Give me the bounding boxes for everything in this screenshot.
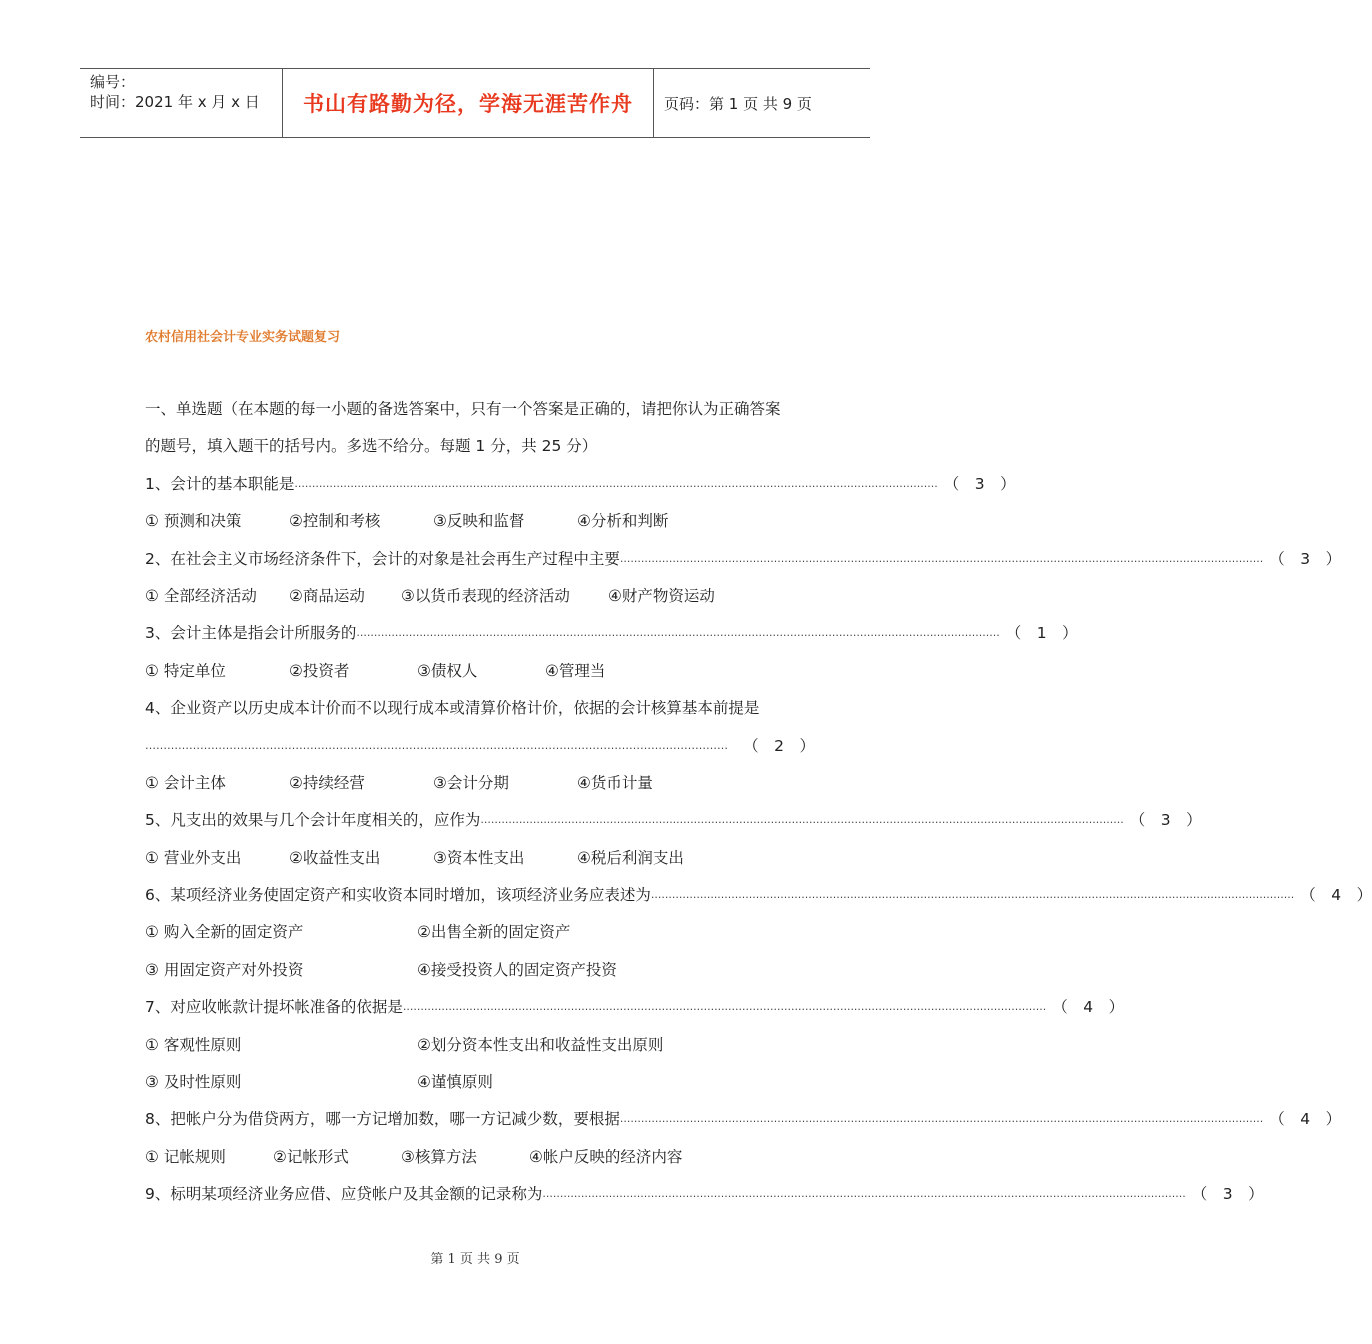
option: ③ 用固定资产对外投资 xyxy=(145,960,304,979)
leader-dots: …………………………………………………………………………………………………………………………………………… xyxy=(145,738,728,752)
option: ③债权人 xyxy=(417,661,478,680)
section-intro-line-1: 一、单选题（在本题的每一小题的备选答案中，只有一个答案是正确的，请把你认为正确答案 xyxy=(145,400,781,418)
option: ②出售全新的固定资产 xyxy=(417,923,571,942)
answer-paren: （ 3 ） xyxy=(1269,549,1342,568)
option: ④分析和判断 xyxy=(577,512,669,531)
option: ③资本性支出 xyxy=(433,848,525,867)
option: ① 客观性原则 xyxy=(145,1035,242,1054)
question-1-options xyxy=(145,508,815,545)
header-motto-cell xyxy=(283,69,654,137)
option: ②控制和考核 xyxy=(289,512,381,531)
option: ③会计分期 xyxy=(433,773,509,792)
page-header xyxy=(80,68,870,138)
answer-paren: （ 2 ） xyxy=(743,736,815,755)
question-4-continuation xyxy=(145,733,815,770)
question-5 xyxy=(145,807,1202,844)
option: ②记帐形式 xyxy=(273,1147,349,1166)
question-5-options xyxy=(145,845,815,882)
leader-dots: ........................................................................................................................................................................................ xyxy=(650,888,1295,902)
option: ① 记帐规则 xyxy=(145,1147,226,1166)
option: ③ 及时性原则 xyxy=(145,1073,242,1092)
question-text: 9、标明某项经济业务应借、应贷帐户及其金额的记录称为 xyxy=(145,1185,543,1204)
option: ① 特定单位 xyxy=(145,661,226,680)
question-text: 3、会计主体是指会计所服务的 xyxy=(145,624,357,643)
option: ① 会计主体 xyxy=(145,773,226,792)
question-7-options-row-2 xyxy=(145,1069,815,1106)
question-9 xyxy=(145,1181,1264,1218)
question-8-options xyxy=(145,1144,815,1181)
answer-paren: （ 4 ） xyxy=(1300,886,1372,905)
question-text: 1、会计的基本职能是 xyxy=(145,474,295,493)
leader-dots: ........................................................................................................................................................................................ xyxy=(356,626,1000,640)
header-page-info: 页码：第 1 页 共 9 页 xyxy=(664,94,812,113)
option: ① 营业外支出 xyxy=(145,848,242,867)
question-4: 4、企业资产以历史成本计价而不以现行成本或清算价格计价，依据的会计核算基本前提是 xyxy=(145,699,760,718)
option: ④货币计量 xyxy=(577,773,653,792)
question-text: 8、把帐户分为借贷两方，哪一方记增加数，哪一方记减少数，要根据 xyxy=(145,1110,620,1129)
answer-paren: （ 3 ） xyxy=(1129,811,1202,830)
document-title: 农村信用社会计专业实务试题复习 xyxy=(145,330,341,345)
option: ②持续经营 xyxy=(289,773,365,792)
question-2-options xyxy=(145,583,815,620)
option: ②收益性支出 xyxy=(289,848,381,867)
answer-paren: （ 1 ） xyxy=(1005,624,1078,643)
header-motto: 书山有路勤为径，学海无涯苦作舟 xyxy=(303,91,633,116)
question-text: 5、凡支出的效果与几个会计年度相关的，应作为 xyxy=(145,811,481,830)
leader-dots: ........................................................................................................................................................................................ xyxy=(619,1112,1264,1126)
answer-paren: （ 4 ） xyxy=(1052,998,1125,1017)
option: ① 预测和决策 xyxy=(145,512,242,531)
number-label: 编号： xyxy=(90,73,136,91)
option: ① 购入全新的固定资产 xyxy=(145,923,304,942)
option: ②投资者 xyxy=(289,661,350,680)
answer-paren: （ 3 ） xyxy=(943,474,1016,493)
question-7-options-row-1 xyxy=(145,1032,815,1069)
question-3-options xyxy=(145,658,815,695)
document-body xyxy=(145,396,1372,1219)
leader-dots: ........................................................................................................................................................................................ xyxy=(402,1000,1047,1014)
question-8 xyxy=(145,1106,1342,1143)
time-label: 时间：2021 年 x 月 x 日 xyxy=(90,93,260,111)
question-6-options-row-1 xyxy=(145,919,815,956)
header-meta xyxy=(80,69,283,137)
question-7 xyxy=(145,994,1125,1031)
leader-dots: ........................................................................................................................................................................................ xyxy=(542,1187,1186,1201)
page-footer: 第 1 页 共 9 页 xyxy=(430,1252,520,1267)
section-intro-line-2: 的题号，填入题干的括号内。多选不给分。每题 1 分，共 25 分） xyxy=(145,437,598,456)
leader-dots: ........................................................................................................................................................................................ xyxy=(294,476,938,490)
question-text: 7、对应收帐款计提坏帐准备的依据是 xyxy=(145,998,403,1017)
option: ④财产物资运动 xyxy=(608,586,715,605)
option: ④管理当 xyxy=(545,661,606,680)
question-6 xyxy=(145,882,1372,919)
question-6-options-row-2 xyxy=(145,957,815,994)
option: ②划分资本性支出和收益性支出原则 xyxy=(417,1035,664,1054)
option: ④接受投资人的固定资产投资 xyxy=(417,960,617,979)
option: ① 全部经济活动 xyxy=(145,586,257,605)
question-3 xyxy=(145,620,1078,657)
answer-paren: （ 3 ） xyxy=(1191,1185,1264,1204)
question-text: 6、某项经济业务使固定资产和实收资本同时增加，该项经济业务应表述为 xyxy=(145,886,651,905)
question-2 xyxy=(145,546,1342,583)
question-4-options xyxy=(145,770,815,807)
leader-dots: ........................................................................................................................................................................................ xyxy=(619,551,1264,565)
leader-dots: ........................................................................................................................................................................................ xyxy=(480,813,1124,827)
option: ③以货币表现的经济活动 xyxy=(401,586,570,605)
option: ④帐户反映的经济内容 xyxy=(529,1147,683,1166)
option: ②商品运动 xyxy=(289,586,365,605)
question-text: 2、在社会主义市场经济条件下，会计的对象是社会再生产过程中主要 xyxy=(145,549,620,568)
answer-paren: （ 4 ） xyxy=(1269,1110,1342,1129)
option: ③核算方法 xyxy=(401,1147,477,1166)
question-1 xyxy=(145,471,1016,508)
option: ④税后利润支出 xyxy=(577,848,684,867)
option: ③反映和监督 xyxy=(433,512,525,531)
option: ④谨慎原则 xyxy=(417,1073,493,1092)
